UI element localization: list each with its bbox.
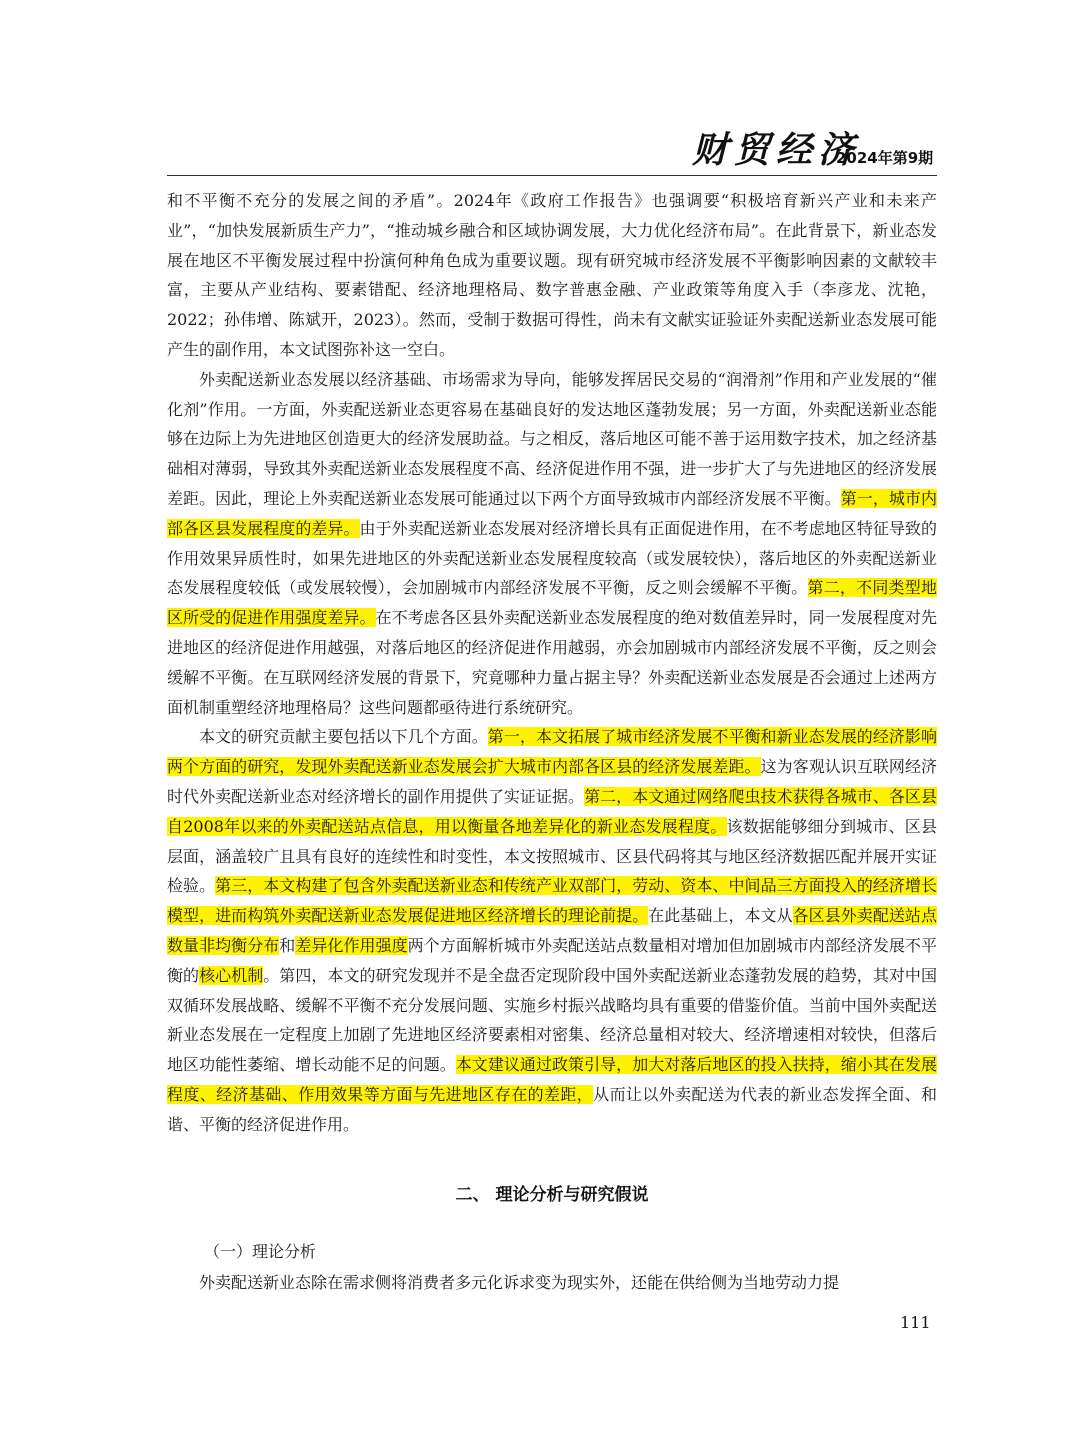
- text-segment: 外卖配送新业态发展以经济基础、市场需求为导向，能够发挥居民交易的“润滑剂”作用和产业发展的“催化剂”作用。一方面，外卖配送新业态更容易在基础良好的发达地区蓬勃发展；另一方面，外卖配送新业态能够在边际上为先进地区创造更大的经济发展助益。与之相反，落后地区可能不善于运用数字技术，加之经济基础相对薄弱，导致其外卖配送新业态发展程度不高、经济促进作用不强，进一步扩大了与先进地区的经济发展差距。因此，理论上外卖配送新业态发展可能通过以下两个方面导致城市内部经济发展不平衡。: [167, 369, 937, 508]
- highlighted-text: 第一，城市内部各区县发展程度的差异。: [167, 488, 937, 538]
- highlighted-text: 核心机制: [199, 965, 264, 985]
- body-text: [167, 186, 937, 1140]
- text-segment: 这为客观认识互联网经济时代外卖配送新业态对经济增长的副作用提供了实证证据。: [167, 757, 937, 806]
- text-segment: 和不平衡不充分的发展之间的矛盾”。2024年《政府工作报告》也强调要“积极培育新兴产业和未来产业”，“加快发展新质生产力”，“推动城乡融合和区域协调发展，大力优化经济布局”。在此背景下，新业态发展在地区不平衡发展过程中扮演何种角色成为重要议题。现有研究城市经济发展不平衡影响因素的文献较丰富，主要从产业结构、要素错配、经济地理格局、数字普惠金融、产业政策等角度入手（李彦龙、沈艳，2022；孙伟增、陈斌开，2023）。然而，受制于数据可得性，尚未有文献实证验证外卖配送新业态发展可能产生的副作用，本文试图弥补这一空白。: [167, 191, 937, 359]
- text-segment: 。第四，本文的研究发现并不是全盘否定现阶段中国外卖配送新业态蓬勃发展的趋势，其对中国双循环发展战略、缓解不平衡不充分发展问题、实施乡村振兴战略均具有重要的借鉴价值。当前中国外卖配送新业态发展在一定程度上加剧了先进地区经济要素相对密集、经济总量相对较大、经济增速相对较快，但落后地区功能性萎缩、增长动能不足的问题。: [167, 965, 937, 1075]
- text-segment: 由于外卖配送新业态发展对经济增长具有正面促进作用，在不考虑地区特征导致的作用效果异质性时，如果先进地区的外卖配送新业态发展程度较高（或发展较快），落后地区的外卖配送新业态发展程度较低（或发展较慢），会加剧城市内部经济发展不平衡，反之则会缓解不平衡。: [167, 518, 937, 598]
- text-segment: 在不考虑各区县外卖配送新业态发展程度的绝对数值差异时，同一发展程度对先进地区的经济促进作用越强，对落后地区的经济促进作用越弱，亦会加剧城市内部经济发展不平衡，反之则会缓解不平衡。在互联网经济发展的背景下，究竟哪种力量占据主导？外卖配送新业态发展是否会通过上述两方面机制重塑经济地理格局？这些问题都亟待进行系统研究。: [167, 608, 937, 717]
- highlighted-text: 第二，本文通过网络爬虫技术获得各城市、各区县自2008年以来的外卖配送站点信息，用以衡量各地差异化的新业态发展程度。: [167, 786, 937, 836]
- paragraph: [167, 722, 937, 1139]
- highlighted-text: 本文建议通过政策引导，加大对落后地区的投入扶持，缩小其在发展程度、经济基础、作用效果等方面与先进地区存在的差距，: [167, 1055, 937, 1104]
- journal-title: 财贸经济: [692, 129, 861, 171]
- paragraph-first-line: 外卖配送新业态除在需求侧将消费者多元化诉求变为现实外，还能在供给侧为当地劳动力提: [199, 1273, 840, 1292]
- text-segment: 在此基础上，本文从: [648, 906, 793, 926]
- text-segment: 该数据能够细分到城市、区县层面，涵盖较广且具有良好的连续性和时变性，本文按照城市、区县代码将其与地区经济数据匹配并展开实证检验。: [167, 816, 937, 896]
- subsection-title: （一）理论分析: [204, 1242, 317, 1261]
- text-segment: 从而让以外卖配送为代表的新业态发挥全面、和谐、平衡的经济促进作用。: [167, 1084, 937, 1134]
- section-title: 二、 理论分析与研究假说: [455, 1185, 649, 1205]
- highlighted-text: 各区县外卖配送站点数量非均衡分布: [167, 906, 937, 955]
- issue-label: 2024年第9期: [836, 149, 934, 167]
- paragraph: [167, 186, 937, 365]
- header-rule: [167, 175, 937, 176]
- highlighted-text: 差异化作用强度: [295, 935, 408, 955]
- paragraph: [167, 365, 937, 723]
- page-number: 111: [900, 1313, 931, 1332]
- text-segment: 两个方面解析城市外卖配送站点数量相对增加但加剧城市内部经济发展不平衡的: [167, 935, 937, 985]
- highlighted-text: 第一，本文拓展了城市经济发展不平衡和新业态发展的经济影响两个方面的研究，发现外卖配送新业态发展会扩大城市内部各区县的经济发展差距。: [167, 727, 937, 777]
- highlighted-text: 第二，不同类型地区所受的促进作用强度差异。: [167, 578, 937, 628]
- text-segment: 本文的研究贡献主要包括以下几个方面。: [199, 727, 488, 747]
- highlighted-text: 第三，本文构建了包含外卖配送新业态和传统产业双部门，劳动、资本、中间品三方面投入的经济增长模型，进而构筑外卖配送新业态发展促进地区经济增长的理论前提。: [167, 876, 937, 926]
- text-segment: 和: [279, 935, 296, 955]
